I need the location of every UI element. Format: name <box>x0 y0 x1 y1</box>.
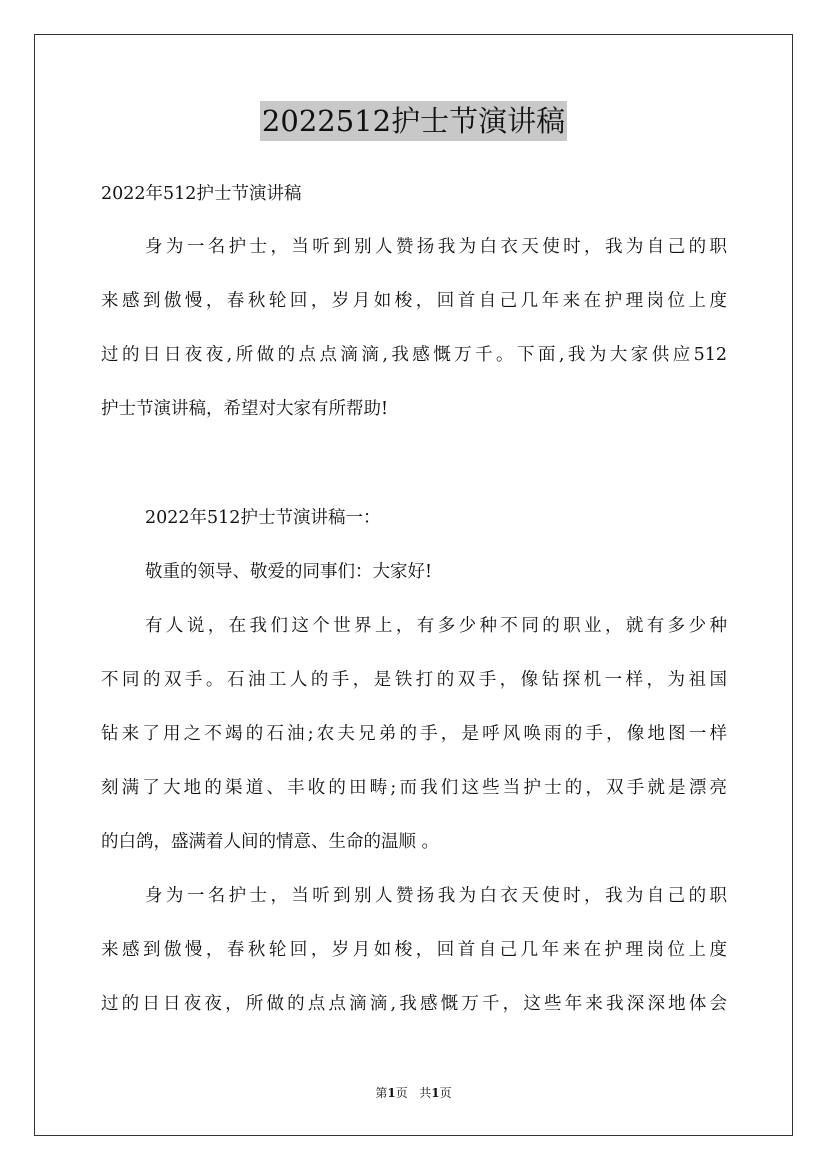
footer-page-current: 1 <box>387 1086 396 1100</box>
paragraph-line: 不同的双手。石油工人的手，是铁打的双手，像钻探机一样，为祖国 <box>101 670 727 690</box>
paragraph-line: 有人说，在我们这个世界上，有多少种不同的职业，就有多少种 <box>145 616 727 636</box>
paragraph-line: 身为一名护士，当听到别人赞扬我为白衣天使时，我为自己的职 <box>145 237 727 257</box>
paragraph-line: 过的日日夜夜，所做的点点滴滴,我感慨万千，这些年来我深深地体会 <box>101 994 727 1014</box>
footer-prefix: 第 <box>375 1086 388 1100</box>
section-heading: 2022年512护士节演讲稿一： <box>145 508 381 528</box>
document-title: 2022512护士节演讲稿 <box>260 101 567 141</box>
paragraph-line: 来感到傲慢，春秋轮回，岁月如梭，回首自己几年来在护理岗位上度 <box>101 291 727 311</box>
paragraph-line: 身为一名护士，当听到别人赞扬我为白衣天使时，我为自己的职 <box>145 886 727 906</box>
paragraph-line: 护士节演讲稿，希望对大家有所帮助! <box>101 399 389 419</box>
paragraph-line: 的白鸽，盛满着人间的情意、生命的温顺 。 <box>101 832 440 852</box>
footer-page-total: 1 <box>431 1086 440 1100</box>
footer-suffix: 页 <box>439 1086 452 1100</box>
paragraph-line: 钻来了用之不竭的石油;农夫兄弟的手，是呼风唤雨的手，像地图一样 <box>101 724 727 744</box>
page-footer <box>0 1085 827 1101</box>
paragraph-line: 刻满了大地的渠道、丰收的田畴;而我们这些当护士的，双手就是漂亮 <box>101 778 727 798</box>
title-container <box>0 101 827 141</box>
footer-mid: 页 共 <box>395 1086 432 1100</box>
subtitle-line: 2022年512护士节演讲稿 <box>101 184 302 204</box>
paragraph-line: 过的日日夜夜,所做的点点滴滴,我感慨万千。下面,我为大家供应512 <box>101 345 727 365</box>
greeting-line: 敬重的领导、敬爱的同事们：大家好! <box>145 562 433 582</box>
paragraph-line: 来感到傲慢，春秋轮回，岁月如梭，回首自己几年来在护理岗位上度 <box>101 940 727 960</box>
